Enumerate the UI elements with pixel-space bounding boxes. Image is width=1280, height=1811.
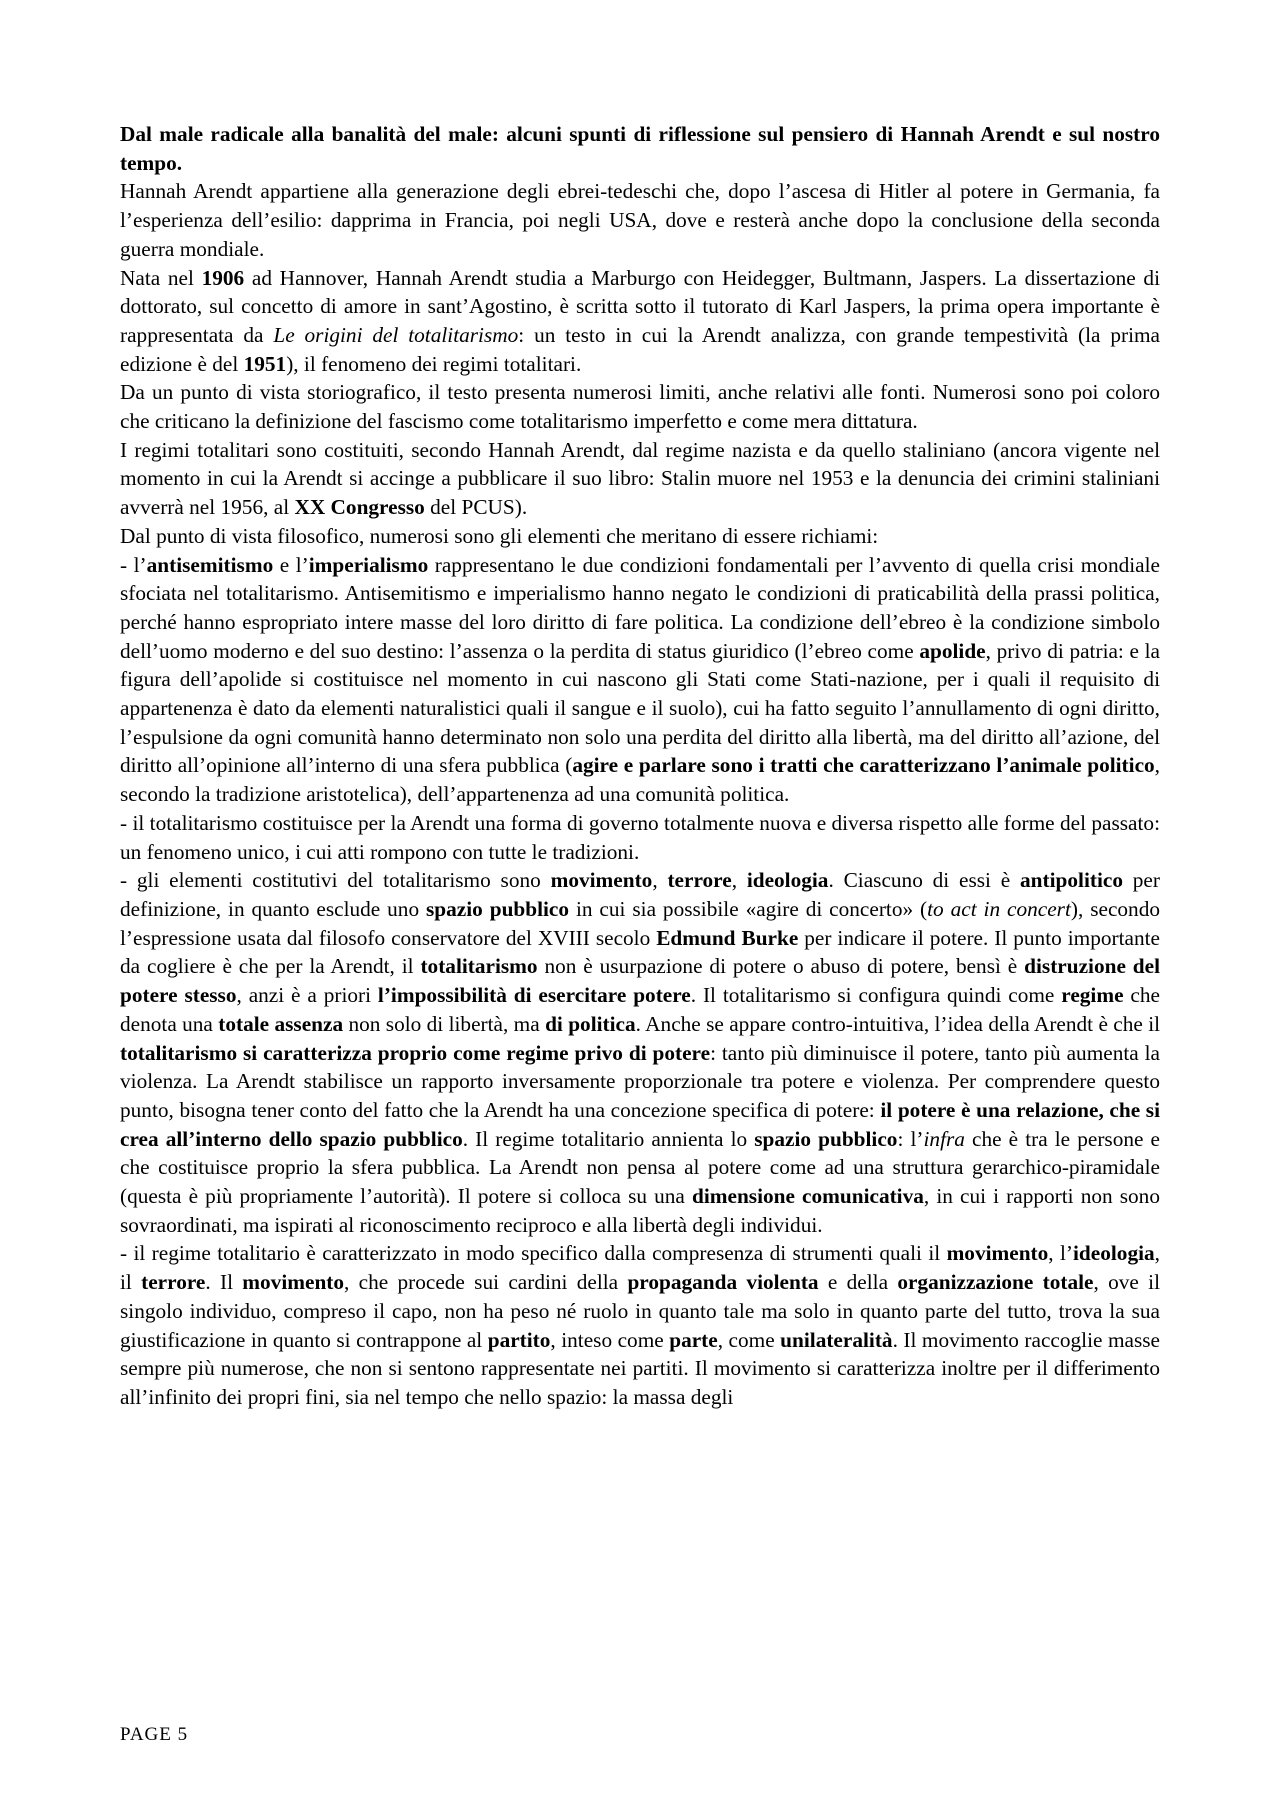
- text-run: : un testo in cui la Arendt analizza, con grande tempestività (la prima edizione è del: [120, 322, 1161, 376]
- text-run: , l’: [1048, 1241, 1074, 1266]
- text-run: : tanto più diminuisce il potere, tanto più aumenta la violenza. La Arendt stabilisce un rapporto inversamente proporzionale tra potere e violenza. Per comprendere questo punto, bisogna tener conto del fatto che la Arendt ha una concezione specifica di potere:: [120, 1040, 1160, 1122]
- paragraph: [120, 378, 1160, 435]
- text-run: . Il regime totalitario annienta lo: [462, 1126, 755, 1151]
- paragraph-list: [120, 177, 1160, 1411]
- bold-text: di politica: [545, 1011, 636, 1036]
- text-run: che denota una: [120, 983, 1160, 1036]
- text-run: , secondo la tradizione aristotelica), dell’appartenenza ad una comunità politica.: [120, 753, 1160, 807]
- paragraph: [120, 1239, 1160, 1411]
- text-run: Nata nel: [120, 265, 202, 290]
- text-run: , anzi è a priori: [236, 983, 378, 1008]
- bold-text: movimento: [946, 1241, 1049, 1266]
- text-run: - il totalitarismo costituisce per la Arendt una forma di governo totalmente nuova e diversa rispetto alle forme del passato: un fenomeno unico, i cui atti rompono con tutte le tradizioni.: [120, 810, 1160, 864]
- bold-text: movimento: [242, 1270, 345, 1295]
- bold-text: regime: [1061, 983, 1124, 1008]
- bold-text: propaganda violenta: [627, 1270, 819, 1295]
- italic-text: Le origini del totalitarismo: [273, 322, 519, 347]
- text-run: - l’: [120, 552, 147, 577]
- text-run: , come: [717, 1327, 781, 1352]
- text-run: , privo di patria: e la figura dell’apolide si costituisce nel momento in cui nascono gli Stati come Stati-nazione, per i quali il requisito di appartenenza è dato da elementi naturalistici quali il sangue e il suolo), cui ha fatto seguito l’annullamento di ogni diritto, l’espulsione da ogni comunità hanno determinato non solo una perdita del diritto alla libertà, ma del diritto all’azione, del diritto all’opinione all’interno di una sfera pubblica (: [120, 638, 1161, 778]
- text-run: ad Hannover, Hannah Arendt studia a Marburgo con Heidegger, Bultmann, Jaspers. La dissertazione di dottorato, sul concetto di amore in sant’Agostino, è scritta sotto il tutorato di Karl Jaspers, la prima opera importante è rappresentata da: [120, 265, 1160, 347]
- bold-text: ideologia: [1073, 1241, 1155, 1266]
- bold-text: ideologia: [746, 868, 829, 893]
- text-run: Dal punto di vista filosofico, numerosi sono gli elementi che meritano di essere richiami:: [120, 523, 879, 548]
- bold-text: l’impossibilità di esercitare potere: [377, 983, 691, 1008]
- bold-text: il potere è una relazione, che si crea all’interno dello spazio pubblico: [120, 1097, 1161, 1151]
- bold-text: unilateralità: [780, 1327, 893, 1352]
- bold-text: 1951: [243, 351, 287, 376]
- document-body: [120, 120, 1160, 1412]
- text-run: . Il: [205, 1270, 243, 1295]
- paragraph: [120, 809, 1160, 866]
- text-run: . Il movimento raccoglie masse sempre più numerose, che non si sentono rappresentate nei partiti. Il movimento si caratterizza inoltre per il differimento all’infinito dei propri fini, sia nel tempo che nello spazio: la massa degli: [120, 1327, 1160, 1409]
- paragraph: [120, 264, 1160, 379]
- text-run: ), secondo l’espressione usata dal filosofo conservatore del XVIII secolo: [120, 896, 1161, 950]
- text-run: . Ciascuno di essi è: [828, 868, 1021, 893]
- bold-text: parte: [669, 1327, 718, 1352]
- text-run: I regimi totalitari sono costituiti, secondo Hannah Arendt, dal regime nazista e da quello staliniano (ancora vigente nel momento in cui la Arendt si accinge a pubblicare il suo libro: Stalin muore nel 1953 e la denuncia dei crimini staliniani avverrà nel 1956, al: [120, 437, 1160, 520]
- bold-text: totalitarismo si caratterizza proprio come regime privo di potere: [120, 1040, 711, 1065]
- bold-text: terrore: [141, 1270, 206, 1295]
- bold-text: movimento: [550, 868, 653, 893]
- text-run: del PCUS).: [424, 495, 528, 520]
- text-run: - gli elementi costitutivi del totalitarismo sono: [120, 868, 551, 893]
- bold-text: 1906: [201, 265, 245, 290]
- bold-text: antipolitico: [1020, 868, 1123, 893]
- text-run: , ove il singolo individuo, compreso il capo, non ha peso né ruolo in quanto tale ma solo in quanto parte del tutto, trova la sua giustificazione in quanto si contrappone al: [120, 1270, 1160, 1352]
- bold-text: agire e parlare sono i tratti che caratterizzano l’animale politico: [572, 753, 1155, 778]
- text-run: rappresentano le due condizioni fondamentali per l’avvento di quella crisi mondiale sfociata nel totalitarismo. Antisemitismo e imperialismo hanno negato le condizioni di praticabilità della prassi politica, perché hanno espropriato intere masse del loro diritto di fare politica. La condizione dell’ebreo è la condizione simbolo dell’uomo moderno e del suo destino: l’assenza o la perdita di status giuridico (l’ebreo come: [120, 552, 1160, 663]
- bold-text: distruzione del potere stesso: [120, 954, 1160, 1008]
- text-run: e l’: [273, 552, 309, 577]
- text-run: per indicare il potere. Il punto importante da cogliere è che per la Arendt, il: [120, 925, 1160, 979]
- bold-text: spazio pubblico: [426, 896, 570, 921]
- paragraph: [120, 551, 1160, 809]
- text-run: non è usurpazione di potere o abuso di potere, bensì è: [537, 954, 1025, 979]
- text-run: non solo di libertà, ma: [343, 1011, 546, 1036]
- bold-text: imperialismo: [308, 552, 429, 577]
- paragraph: [120, 177, 1160, 263]
- text-run: . Anche se appare contro-intuitiva, l’idea della Arendt è che il: [635, 1011, 1161, 1036]
- text-run: e della: [818, 1270, 898, 1295]
- bold-text: totale assenza: [218, 1011, 344, 1036]
- text-run: , il: [120, 1241, 1160, 1295]
- page-number: PAGE 5: [120, 1724, 189, 1745]
- text-run: : l’: [897, 1126, 924, 1151]
- italic-text: infra: [923, 1126, 965, 1151]
- paragraph: [120, 522, 1160, 551]
- paragraph: [120, 436, 1160, 522]
- text-run: - il regime totalitario è caratterizzato in modo specifico dalla compresenza di strumenti quali il: [120, 1241, 947, 1266]
- text-run: ,: [652, 868, 668, 893]
- text-run: in cui sia possibile «agire di concerto» (: [569, 896, 928, 921]
- text-run: Da un punto di vista storiografico, il testo presenta numerosi limiti, anche relativi alle fonti. Numerosi sono poi coloro che criticano la definizione del fascismo come totalitarismo imperfetto e come mera dittatura.: [120, 380, 1160, 434]
- text-run: ,: [731, 868, 747, 893]
- bold-text: XX Congresso: [294, 495, 425, 520]
- bold-text: apolide: [919, 638, 986, 663]
- text-run: , che procede sui cardini della: [344, 1270, 628, 1295]
- bold-text: organizzazione totale: [897, 1270, 1094, 1295]
- bold-text: spazio pubblico: [754, 1126, 898, 1151]
- document-title: Dal male radicale alla banalità del male: alcuni spunti di riflessione sul pensiero di Hannah Arendt e sul nostro tempo.: [120, 122, 1160, 175]
- bold-text: totalitarismo: [420, 954, 538, 979]
- bold-text: partito: [487, 1327, 551, 1352]
- text-run: . Il totalitarismo si configura quindi come: [690, 983, 1062, 1008]
- bold-text: dimensione comunicativa: [691, 1184, 924, 1209]
- text-run: ), il fenomeno dei regimi totalitari.: [286, 351, 582, 376]
- bold-text: antisemitismo: [146, 552, 274, 577]
- text-run: Hannah Arendt appartiene alla generazione degli ebrei-tedeschi che, dopo l’ascesa di Hitler al potere in Germania, fa l’esperienza dell’esilio: dapprima in Francia, poi negli USA, dove e resterà anche dopo la conclusione della seconda guerra mondiale.: [120, 179, 1160, 261]
- text-run: per definizione, in quanto esclude uno: [120, 868, 1160, 921]
- paragraph: [120, 866, 1160, 1239]
- italic-text: to act in concert: [927, 896, 1071, 921]
- text-run: , inteso come: [550, 1327, 670, 1352]
- text-run: , in cui i rapporti non sono sovraordinati, ma ispirati al riconoscimento reciproco e alla libertà degli individui.: [120, 1184, 1160, 1237]
- bold-text: terrore: [667, 868, 732, 893]
- bold-text: Edmund Burke: [656, 925, 799, 950]
- text-run: che è tra le persone e che costituisce proprio la sfera pubblica. La Arendt non pensa al potere come ad una struttura gerarchico-piramidale (questa è più propriamente l’autorità). Il potere si colloca su una: [120, 1126, 1161, 1209]
